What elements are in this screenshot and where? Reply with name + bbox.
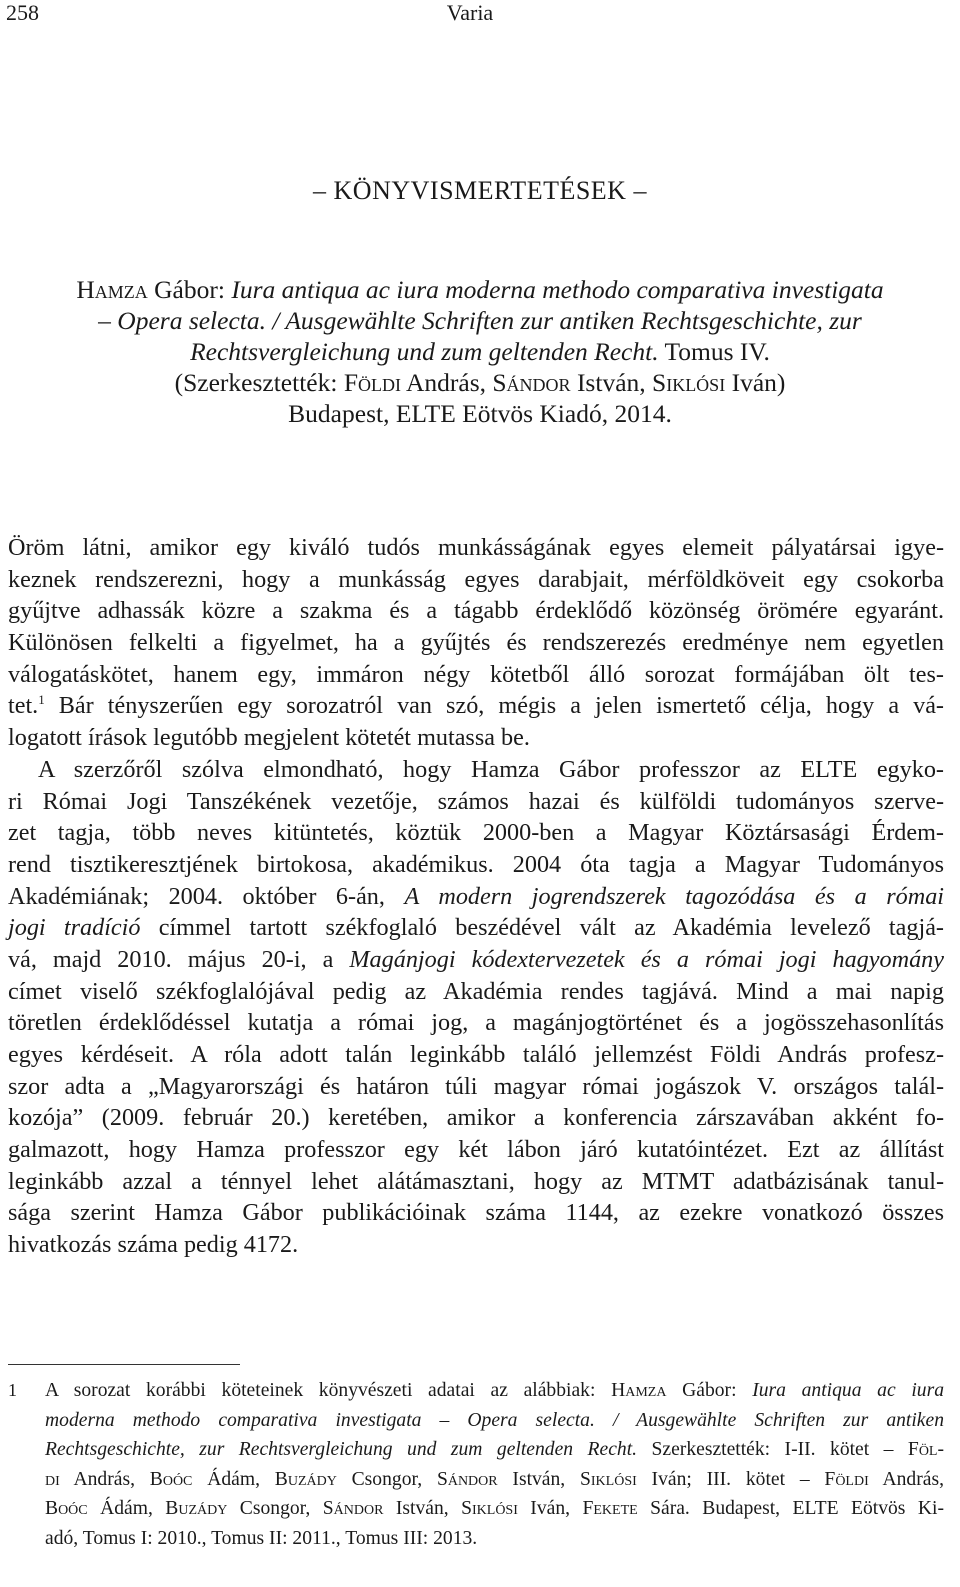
body-line: vá, majd 2010. május 20-i, a Magánjogi kódextervezetek és a római jogi hagyomány [8,945,945,973]
footnote-reference: 1 [38,692,45,708]
body-line: Különösen felkelti a figyelmet, ha a gyűjtés és rendszerezés eredménye nem egyetlen [8,629,944,657]
body-line: leginkább azzal a ténnyel lehet alátámasztani, hogy az MTMT adatbázisának tanul- [8,1167,944,1195]
editor-surname: Siklósi [652,368,726,397]
body-line: hivatkozás száma pedig 4172. [8,1231,299,1259]
editor-surname: Sándor [492,368,571,397]
body-line: címet viselő székfoglalójával pedig az Akadémia rendes tagjává. Mind a mai napig [8,977,944,1005]
footnote-marker: 1 [8,1380,17,1400]
footnote-text [45,1376,944,1554]
body-line: galmazott, hogy Hamza professzor egy két lábon járó kutatóintézet. Ezt az állítást [8,1136,944,1164]
running-title: Varia [446,0,494,25]
running-head [0,0,960,30]
body-line: ri Római Jogi Tanszékének vezetője, számos hazai és külföldi tudományos szerve- [8,787,944,815]
inaugural-lecture-title: Magánjogi kódextervezetek és a római jogi hagyomány [349,945,945,973]
body-line: logatott írások legutóbb megjelent kötetét mutassa be. [8,724,530,752]
body-line: zet tagja, több neves kitüntetés, köztük 2000-ben a Magyar Köztársasági Érdem- [8,819,944,847]
body-line: keznek rendszerezni, hogy a munkásság egyes darabjait, mérföldköveit egy csokorba [8,565,944,593]
review-body [8,532,944,1261]
book-title-part-3: Rechtsvergleichung und zum geltenden Recht. [190,337,659,366]
body-line: rend tisztikeresztjének birtokosa, akadémikus. 2004 óta tagja a Magyar Tudományos [8,850,944,878]
volume-number: Tomus IV. [658,337,770,366]
body-line: kozója” (2009. február 20.) keretében, amikor a konferencia zárszavában akként fo- [8,1104,944,1132]
footnote-divider [8,1364,240,1365]
body-line: Öröm látni, amikor egy kiváló tudós munkásságának egyes elemeit pályatársai igye- [8,534,944,561]
footnote-line: Boóc Ádám, Buzády Csongor, Sándor István, Siklósi Iván, Fekete Sára. Budapest, ELTE Eötvös Ki- [45,1498,944,1520]
body-line: töretlen érdeklődéssel kutatja a római jog, a magánjogtörténet és a jogösszehasonlítás [8,1009,944,1037]
inaugural-lecture-title: jogi tradíció [8,914,141,942]
footnote-line: adó, Tomus I: 2010., Tomus II: 2011., Tomus III: 2013. [45,1527,478,1549]
section-heading: – KÖNYVISMERTETÉSEK – [313,176,647,205]
author-surname: Hamza [76,275,148,304]
body-line: sága szerint Hamza Gábor publikációinak száma 1144, az ezekre vonatkozó összes [8,1199,944,1227]
header-line-1 [20,274,940,305]
book-title-part-1: Iura antiqua ac iura moderna methodo comparativa investigata [231,275,884,304]
body-line: tet.$^1$ Bár tényszerűen egy sorozatról van szó, mégis a jelen ismertető célja, hogy a vá- [8,692,944,720]
inaugural-lecture-title: A modern jogrendszerek tagozódása és a római [404,882,945,910]
footnote-line: di András, Boóc Ádám, Buzády Csongor, Sándor István, Siklósi Iván; III. kötet – Földi András, [45,1468,944,1490]
footnote-line: A sorozat korábbi köteteinek könyvészeti adatai az alábbiak: Hamza Gábor: Iura antiqua ac iura [45,1380,944,1401]
editors-line: (Szerkesztették: Földi András, Sándor István, Siklósi Iván) [174,368,786,397]
body-line: szor adta a „Magyarországi és határon túli magyar római jogászok V. országos talál- [8,1072,944,1100]
body-line: jogi tradíció címmel tartott székfoglaló beszédével vált az Akadémia levelező tagjá- [8,914,944,942]
body-line: A szerzőről szólva elmondható, hogy Hamza Gábor professzor az ELTE egyko- [38,755,944,783]
footnote-line: Rechtsgeschichte, zur Rechtsvergleichung und zum geltenden Recht. Szerkesztették: I-II. kötet – Föl- [45,1439,945,1461]
publisher-line: Budapest, ELTE Eötvös Kiadó, 2014. [288,399,672,428]
author-forename: Gábor: [147,275,232,304]
review-bibliographic-header [20,274,940,429]
body-line: Akadémiának; 2004. október 6-án, A modern jogrendszerek tagozódása és a római [8,882,945,910]
body-line: válogatáskötet, hanem egy, immáron négy kötetből álló sorozat formájában ölt tes- [8,660,944,688]
footnote-line: moderna methodo comparativa investigata – Opera selecta. / Ausgewählte Schriften zur antiken [45,1409,944,1431]
book-title-part-2: – Opera selecta. / Ausgewählte Schriften zur antiken Rechtsgeschichte, zur [98,306,862,335]
body-line: egyes kérdéseit. A róla adott talán leginkább találó jellemzést Földi András profesz- [8,1041,944,1068]
body-line: gyűjtve adhassák közre a szakma és a tágabb érdeklődő közönség örömére egyaránt. [8,597,944,625]
page-number: 258 [6,0,39,25]
editor-surname: Földi [343,368,401,397]
header-line-3 [20,336,940,367]
